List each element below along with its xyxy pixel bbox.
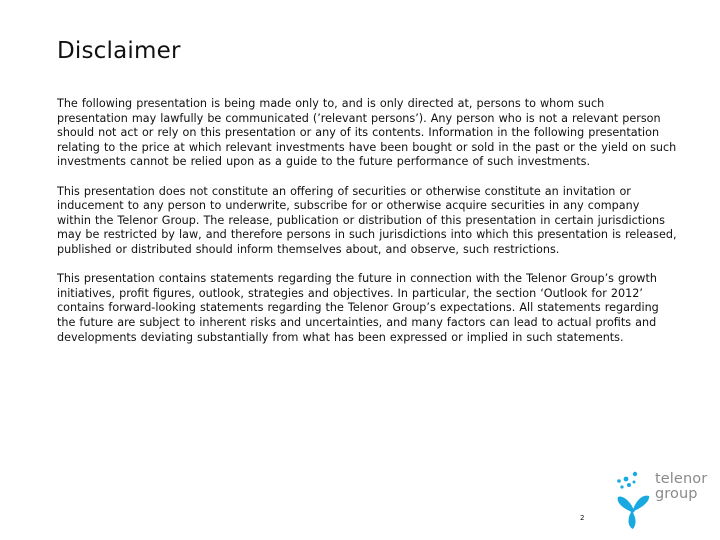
paragraph-relevant-persons: The following presentation is being made only to, and is only directed at, persons to whom such presentation may lawfully be communicated (’relevant persons’). Any person who is not a relevant person should not act or rely on this presentation or any of its contents. Information in the following presentation relating to the price at which relevant investments have been bought or sold in the past or the yield on such investments cannot be relied upon as a guide to the future performance of such investments. (57, 97, 677, 169)
logo-text-telenor: telenor (655, 471, 708, 487)
page-number: 2 (580, 514, 585, 522)
paragraph-no-offering: This presentation does not constitute an offering of securities or otherwise constitute an invitation or inducement to any person to underwrite, subscribe for or otherwise acquire securities in any company within the Telenor Group. The release, publication or distribution of this presentation in certain jurisdictions may be restricted by law, and therefore persons in such jurisdictions into which this presentation is released, published or distributed should inform themselves about, and observe, such restrictions. (57, 184, 677, 256)
page-title: Disclaimer (57, 38, 181, 64)
telenor-group-logo (612, 468, 712, 532)
logo-text-group: group (655, 486, 698, 502)
paragraph-forward-looking: This presentation contains statements regarding the future in connection with the Telenor Group’s growth initiatives, profit figures, outlook, strategies and objectives. In particular, the section ‘Outlook for 2012’ contains forward-looking statements regarding the Telenor Group’s expectations. All statements regarding the future are subject to inherent risks and uncertainties, and many factors can lead to actual profits and developments deviating substantially from what has been expressed or implied in such statements. (57, 272, 659, 344)
telenor-propeller-icon (612, 468, 654, 532)
disclaimer-body (57, 97, 677, 360)
logo-wordmark (655, 472, 707, 502)
